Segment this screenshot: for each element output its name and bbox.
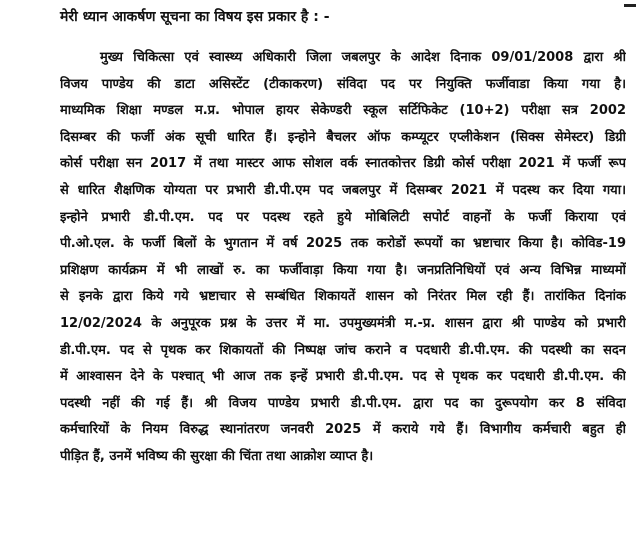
- notice-body: [60, 45, 626, 471]
- body-line: पदस्थी नहीं की गई हैं। श्री विजय पाण्डेय प्रभारी डी.पी.एम. द्वारा पद का दुरूपयोग कर 8 संविदा: [60, 395, 626, 411]
- body-line: पीड़ित हैं, उनमें भविष्य की सुरक्षा की चिंता तथा आक्रोश व्याप्त है।: [60, 448, 374, 464]
- body-line: से धारित शैक्षणिक योग्यता पर प्रभारी डी.पी.एम पद जबलपुर में दिसम्बर 2021 में पदस्थ कर दिया गया।: [60, 182, 626, 198]
- body-line: दिसम्बर की फर्जी अंक सूची धारित हैं। इन्होने बैचलर ऑफ कम्प्यूटर एप्लीकेशन (सिक्स सेमेस्टर) डिग्री: [60, 129, 626, 145]
- body-line: पी.ओ.एल. के फर्जी बिलों के भुगतान में वर्ष 2025 तक करोडों रूपयों का भ्रष्टाचार किया है। कोविड-19: [60, 236, 626, 252]
- body-line: से इनके द्वारा किये गये भ्रष्टाचार से सम्बंधित शिकायतें शासन को निरंतर मिल रही हैं। तारांकित दिनांक: [60, 289, 626, 305]
- body-line: माध्यमिक शिक्षा मण्डल म.प्र. भोपाल हायर सेकेण्डरी स्कूल सर्टिफिकेट (10+2) परीक्षा सत्र 2002: [60, 103, 626, 119]
- body-line: विजय पाण्डेय की डाटा असिस्टेंट (टीकाकरण) संविदा पद पर नियुक्ति फर्जीवाडा किया गया है।: [60, 76, 626, 92]
- body-line: 12/02/2024 के अनुपूरक प्रश्न के उत्तर में मा. उपमुख्यमंत्री म.-प्र. शासन द्वारा श्री पाण्डेय को प्रभारी: [60, 315, 626, 331]
- body-line: कर्मचारियों के नियम विरुद्ध स्थानांतरण जनवरी 2025 में कराये गये हैं। विभागीय कर्मचारी बहुत ही: [60, 422, 626, 438]
- body-line: में आश्वासन देने के पश्चात् भी आज तक इन्हें प्रभारी डी.पी.एम. पद से पृथक कर पदधारी डी.पी.एम. की: [60, 369, 626, 385]
- body-line: डी.पी.एम. पद से पृथक कर शिकायतों की निष्पक्ष जांच कराने व पदधारी डी.पी.एम. की पदस्थी का सदन: [60, 342, 626, 358]
- notice-heading: मेरी ध्यान आकर्षण सूचना का विषय इस प्रकार है : -: [60, 9, 330, 25]
- body-line: कोर्स परीक्षा सन 2017 में तथा मास्टर आफ सोशल वर्क स्नातकोत्तर डिग्री कोर्स परीक्षा 2021 में फर्जी रूप: [60, 156, 626, 172]
- corner-dash-mark: [624, 4, 636, 13]
- body-line: इन्होने प्रभारी डी.पी.एम. पद पर पदस्थ रहते हुये मोबिलिटी सपोर्ट वाहनों के फर्जी किराया एवं: [60, 209, 626, 225]
- body-line: मुख्य चिकित्सा एवं स्वास्थ्य अधिकारी जिला जबलपुर के आदेश दिनाक 09/01/2008 द्वारा श्री: [100, 50, 626, 65]
- body-line: प्रशिक्षण कार्यक्रम में भी लाखों रु. का फर्जीवाड़ा किया गया है। जनप्रतिनिधियों एवं अन्य विभिन्न माध्यमों: [60, 262, 626, 278]
